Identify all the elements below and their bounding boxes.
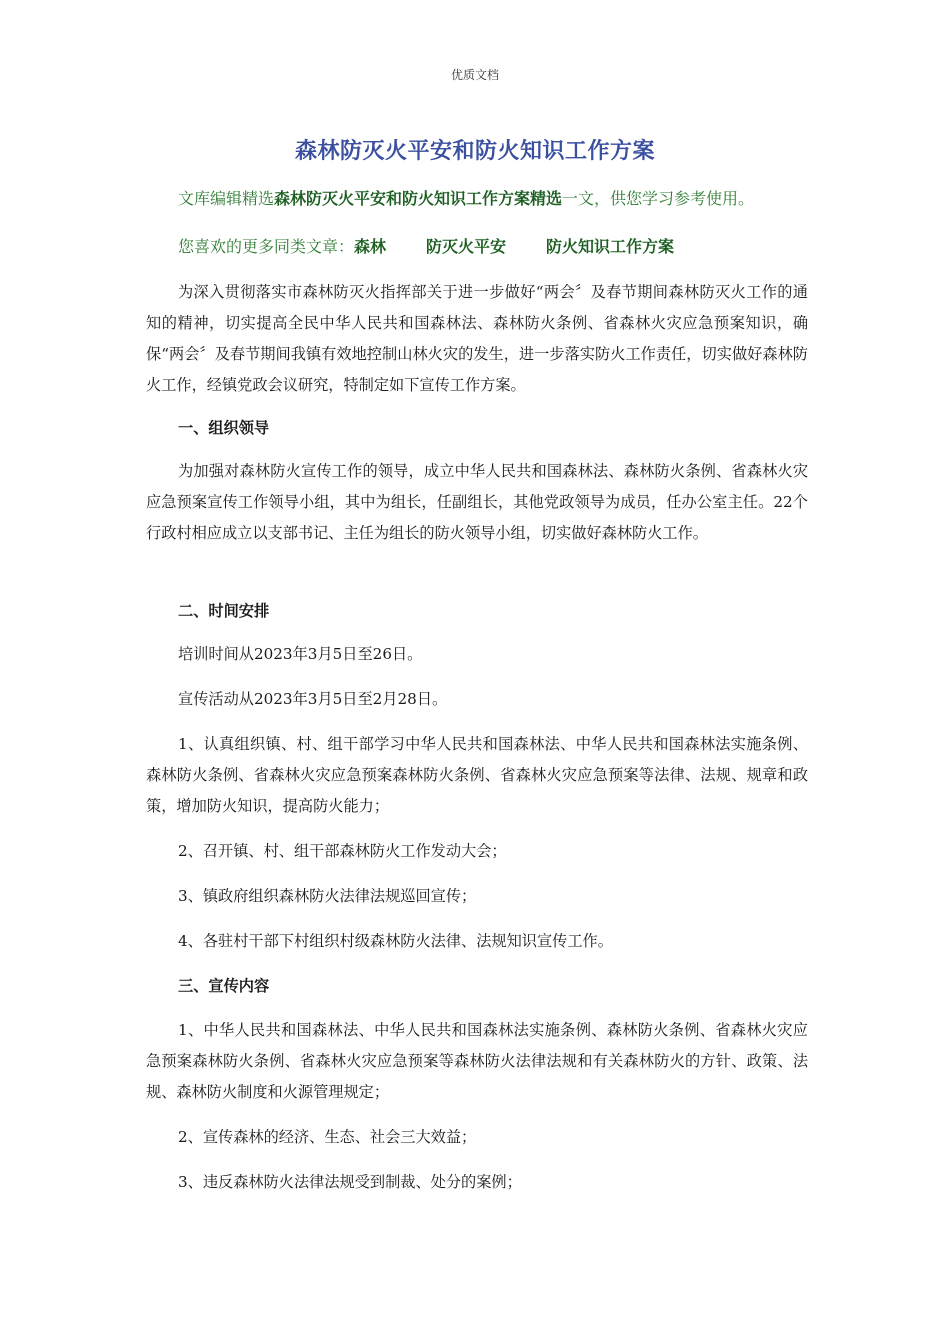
intro-bold-title[interactable]: 森林防灭火平安和防火知识工作方案精选 — [274, 189, 563, 208]
related-label: 您喜欢的更多同类文章： — [178, 237, 355, 256]
paragraph-content-item-2: 2、宣传森林的经济、生态、社会三大效益； — [178, 1128, 477, 1146]
paragraph-schedule-item-3: 3、镇政府组织森林防火法律法规巡回宣传； — [178, 887, 477, 905]
document-title: 森林防灭火平安和防火知识工作方案 — [294, 139, 655, 164]
paragraph-content-item-1: 1、中华人民共和国森林法、中华人民共和国森林法实施条例、森林防火条例、省森林火灾应急预案森林防火条例、省森林火灾应急预案等森林防火法律法规和有关森林防火的方针、政策、法规、森林防火制度和火源管理规定； — [146, 1021, 808, 1101]
paragraph-schedule-item-1: 1、认真组织镇、村、组干部学习中华人民共和国森林法、中华人民共和国森林法实施条例、森林防火条例、省森林火灾应急预案森林防火条例、省森林火灾应急预案等法律、法规、规章和政策，增加防火知识，提高防火能力； — [146, 735, 808, 815]
paragraph-training-time: 培训时间从2023年3月5日至26日。 — [178, 645, 423, 663]
section-heading-content: 三、宣传内容 — [178, 977, 270, 995]
paragraph-schedule-item-2: 2、召开镇、村、组干部森林防火工作发动大会； — [178, 842, 507, 860]
paragraph-organization: 为加强对森林防火宣传工作的领导，成立中华人民共和国森林法、森林防火条例、省森林火灾应急预案宣传工作领导小组，其中为组长，任副组长，其他党政领导为成员，任办公室主任。22个行政村相应成立以支部书记、主任为组长的防火领导小组，切实做好森林防火工作。 — [146, 462, 808, 542]
intro-line — [178, 186, 828, 209]
intro-prefix: 文库编辑精选 — [178, 189, 275, 208]
related-tag-fire-safety[interactable]: 防灭火平安 — [426, 237, 507, 256]
section-heading-schedule: 二、时间安排 — [178, 602, 270, 620]
related-tag-forest[interactable]: 森林 — [354, 237, 387, 256]
related-articles — [178, 234, 828, 257]
paragraph-content-item-3: 3、违反森林防火法律法规受到制裁、处分的案例； — [178, 1173, 522, 1191]
paragraph-intro: 为深入贯彻落实市森林防灭火指挥部关于进一步做好“两会〞及春节期间森林防灭火工作的通知的精神，切实提高全民中华人民共和国森林法、森林防火条例、省森林火灾应急预案知识，确保“两会〞及春节期间我镇有效地控制山林火灾的发生，进一步落实防火工作责任，切实做好森林防火工作，经镇党政会议研究，特制定如下宣传工作方案。 — [146, 283, 808, 394]
paragraph-schedule-item-4: 4、各驻村干部下村组织村级森林防火法律、法规知识宣传工作。 — [178, 932, 613, 950]
paragraph-campaign-time: 宣传活动从2023年3月5日至2月28日。 — [178, 690, 448, 708]
section-heading-organization: 一、组织领导 — [178, 419, 270, 437]
intro-suffix: 一文，供您学习参考使用。 — [562, 189, 755, 208]
related-tag-fire-knowledge[interactable]: 防火知识工作方案 — [546, 237, 675, 256]
page-header-label: 优质文档 — [450, 68, 499, 82]
